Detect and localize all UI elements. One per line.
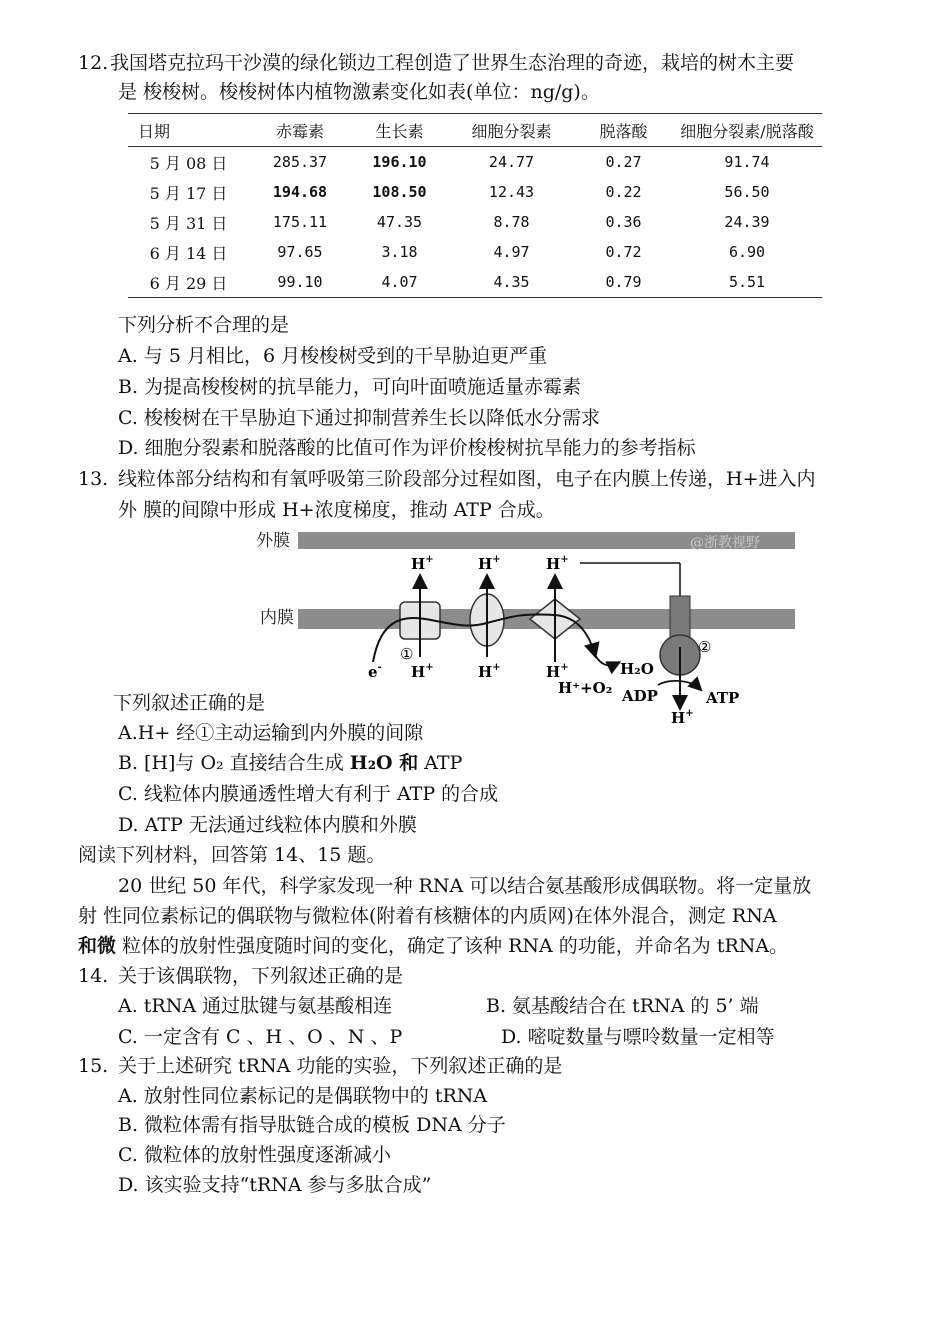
table-cell: 24.39 [724, 213, 770, 231]
mitochondria-diagram [250, 527, 810, 727]
q13-option-b-text: B. [H]与 O₂ 直接结合生成 [118, 752, 350, 774]
table-cell: 194.68 [272, 183, 328, 201]
q13-stem-line1: 线粒体部分结构和有氧呼吸第三阶段部分过程如图，电子在内膜上传递，H+进入内 [118, 468, 816, 490]
table-cell: 5 月 31 日 [149, 213, 228, 233]
q13-number: 13. [78, 468, 109, 490]
table-cell: 4.97 [493, 243, 530, 261]
electron-label: e- [368, 662, 382, 681]
material-paragraph-line1: 20 世纪 50 年代，科学家发现一种 RNA 可以结合氨基酸形成偶联物。将一定量放 [118, 875, 812, 897]
q13-option-b-end: ATP [418, 752, 463, 774]
q12-option-d: D. 细胞分裂素和脱落酸的比值可作为评价梭梭树抗旱能力的参考指标 [118, 437, 696, 459]
table-cell: 3.18 [381, 243, 418, 261]
h-plus-label: H+ [478, 554, 501, 573]
table-header: 细胞分裂素 [448, 114, 575, 147]
table-cell: 285.37 [272, 153, 328, 171]
material-paragraph-line3 [78, 934, 788, 958]
table-cell: 5 月 17 日 [149, 183, 228, 203]
outer-membrane-label: 外膜 [256, 531, 290, 551]
table-row [128, 177, 822, 207]
material-intro: 阅读下列材料，回答第 14、15 题。 [78, 844, 386, 866]
h-plus-label: H+ [546, 662, 569, 681]
table-cell: 175.11 [272, 213, 328, 231]
table-header: 赤霉素 [249, 114, 351, 147]
table-cell: 0.27 [605, 153, 642, 171]
water-arrow [595, 655, 618, 665]
circle-1-label: ① [400, 645, 414, 663]
table-cell: 97.65 [277, 243, 323, 261]
q12-stem-line1: 我国塔克拉玛干沙漠的绿化锁边工程创造了世界生态治理的奇迹，栽培的树木主要 [110, 52, 795, 74]
table-cell: 12.43 [488, 183, 535, 201]
q15-number: 15. [78, 1055, 109, 1077]
table-cell: 6 月 29 日 [128, 267, 249, 298]
table-row [128, 267, 822, 298]
q14-option-a: A. tRNA 通过肽键与氨基酸相连 [118, 995, 393, 1017]
hormone-table [128, 113, 822, 298]
q12-number: 12. [78, 52, 109, 74]
table-cell: 5 月 08 日 [149, 153, 228, 173]
h-plus-label: H+ [546, 554, 569, 573]
inner-membrane-label: 内膜 [260, 608, 294, 628]
table-row [128, 147, 822, 178]
table-cell: 47.35 [376, 213, 423, 231]
table-cell: 0.36 [605, 213, 642, 231]
table-cell: 0.72 [605, 243, 642, 261]
q14-option-c: C. 一定含有 C 、H 、O 、N 、P [118, 1026, 403, 1048]
table-cell: 91.74 [724, 153, 770, 171]
proton-oxygen-label: H⁺+O₂ [558, 679, 613, 697]
table-cell: 196.10 [372, 153, 427, 171]
q12-option-b: B. 为提高梭梭树的抗旱能力，可向叶面喷施适量赤霉素 [118, 376, 582, 398]
q14-stem: 关于该偶联物，下列叙述正确的是 [118, 965, 404, 987]
q15-option-d: D. 该实验支持“tRNA 参与多肽合成” [118, 1174, 432, 1196]
q15-option-b: B. 微粒体需有指导肽链合成的模板 DNA 分子 [118, 1114, 506, 1136]
table-header-row [128, 114, 822, 147]
watermark: @浙教视野 [690, 535, 760, 551]
table-cell: 6 月 14 日 [149, 243, 228, 263]
q12-stem-line2: 是 梭梭树。梭梭树体内植物激素变化如表(单位：ng/g)。 [118, 81, 600, 103]
h-plus-label: H+ [671, 708, 694, 727]
q13-stem-line2: 外 膜的间隙中形成 H+浓度梯度，推动 ATP 合成。 [118, 499, 555, 521]
table-cell: 108.50 [372, 183, 427, 201]
table-cell: 99.10 [249, 267, 351, 298]
q14-option-d: D. 嘧啶数量与嘌呤数量一定相等 [501, 1026, 775, 1048]
table-cell: 24.77 [488, 153, 535, 171]
table-cell: 0.79 [575, 267, 672, 298]
q15-option-a: A. 放射性同位素标记的是偶联物中的 tRNA [118, 1085, 488, 1107]
q14-option-b: B. 氨基酸结合在 tRNA 的 5’ 端 [486, 995, 759, 1017]
table-cell: 4.35 [448, 267, 575, 298]
table-row [128, 207, 822, 237]
table-header: 脱落酸 [575, 114, 672, 147]
material-paragraph-line2: 射 性同位素标记的偶联物与微粒体(附着有核糖体的内质网)在体外混合，测定 RNA [78, 905, 777, 927]
material-text: 粒体的放射性强度随时间的变化，确定了该种 RNA 的功能，并命名为 tRNA。 [116, 935, 789, 957]
circle-2-label: ② [698, 638, 712, 656]
h-plus-label: H+ [411, 554, 434, 573]
q12-prompt: 下列分析不合理的是 [118, 314, 290, 336]
water-label: H₂O [620, 660, 654, 678]
q13-option-b-bold: H₂O 和 [349, 752, 419, 774]
q12-option-c: C. 梭梭树在干旱胁迫下通过抑制营养生长以降低水分需求 [118, 407, 600, 429]
q15-stem: 关于上述研究 tRNA 功能的实验，下列叙述正确的是 [118, 1055, 563, 1077]
q13-option-c: C. 线粒体内膜通透性增大有利于 ATP 的合成 [118, 783, 499, 805]
table-header: 日期 [128, 114, 249, 147]
atp-label: ATP [706, 689, 740, 707]
table-row [128, 237, 822, 267]
h-plus-label: H+ [478, 662, 501, 681]
table-cell: 8.78 [493, 213, 530, 231]
q14-number: 14. [78, 965, 109, 987]
material-bold-text: 和微 [78, 935, 117, 957]
table-header: 生长素 [351, 114, 448, 147]
q12-option-a: A. 与 5 月相比，6 月梭梭树受到的干旱胁迫更严重 [118, 345, 548, 367]
adp-label: ADP [622, 687, 658, 705]
q13-option-b [118, 751, 462, 775]
table-cell: 5.51 [672, 267, 822, 298]
table-cell: 0.22 [605, 183, 642, 201]
table-header: 细胞分裂素/脱落酸 [672, 114, 822, 147]
q15-option-c: C. 微粒体的放射性强度逐渐减小 [118, 1144, 391, 1166]
h-plus-label: H+ [411, 662, 434, 681]
table-cell: 4.07 [351, 267, 448, 298]
table-cell: 6.90 [728, 243, 766, 261]
q13-option-d: D. ATP 无法通过线粒体内膜和外膜 [118, 814, 417, 836]
q13-prompt: 下列叙述正确的是 [113, 692, 266, 714]
table-cell: 56.50 [724, 183, 770, 201]
q13-option-a: A.H+ 经①主动运输到内外膜的间隙 [118, 722, 424, 744]
